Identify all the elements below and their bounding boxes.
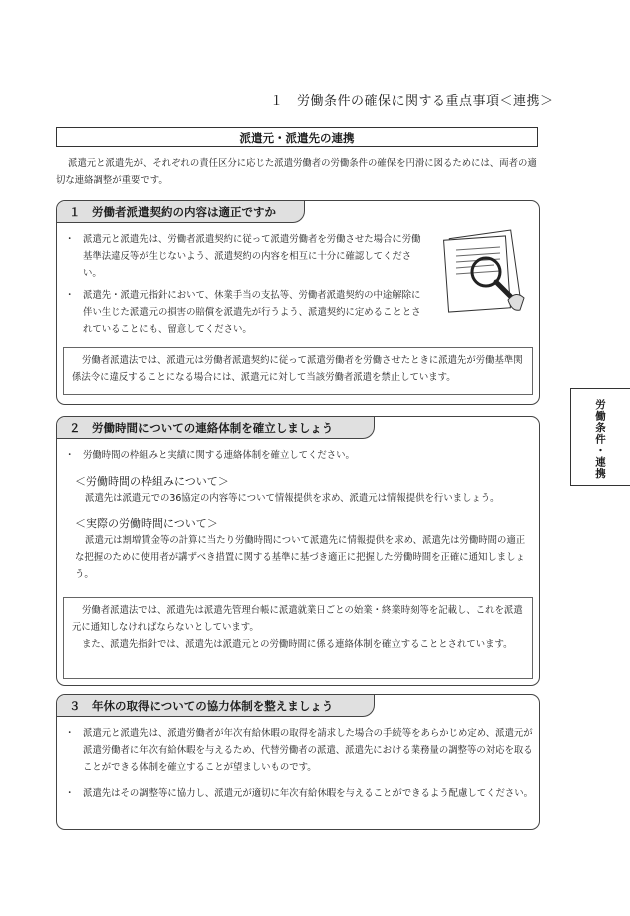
banner-label: 派遣元・派遣先の連携 (239, 131, 355, 145)
section-2-header (57, 417, 375, 439)
bullet-text: 労働時間の枠組みと実績に関する連絡体制を確立してください。 (83, 450, 355, 461)
section-2-heading (69, 420, 333, 436)
note-line: 労働者派遣法では、派遣先は派遣先管理台帳に派遣就業日ごとの始業・終業時刻等を記載し、これを派遣元に通知しなければならないとしています。 (72, 605, 523, 633)
section-banner (56, 127, 538, 147)
bullet-text: 派遣先はその調整等に協力し、派遣元が適切に年次有給休暇を与えることができるよう配慮してください。 (83, 788, 534, 799)
section-3-box (56, 694, 540, 830)
section-3-header (57, 695, 375, 717)
bullet-icon: ・ (65, 728, 75, 739)
list-item (65, 231, 423, 282)
side-tab-label: 労働条件・連携 (594, 399, 606, 480)
section-2-note (63, 597, 533, 679)
section-2-box (56, 416, 540, 686)
section-2-title: 労働時間についての連絡体制を確立しましょう (92, 421, 334, 435)
document-magnifier-icon (424, 228, 534, 318)
section-1-number: １ (69, 205, 81, 219)
section-3-heading (69, 698, 333, 714)
list-item (65, 725, 533, 776)
actual-time-text: 派遣元は割増賃金等の計算に当たり労働時間について派遣先に情報提供を求め、派遣先は労働時間の適正な把握のために使用者が講ずべき措置に関する基準に基づき適正に把握した労働時間を正確に通知しましょう。 (75, 535, 526, 580)
section-2-number: ２ (69, 421, 81, 435)
list-item (65, 447, 533, 464)
intro-paragraph: 派遣元と派遣先が、それぞれの責任区分に応じた派遣労働者の労働条件の確保を円滑に図るためには、両者の適切な連絡調整が重要です。 (56, 158, 537, 186)
section-3-title: 年休の取得についての協力体制を整えましょう (92, 699, 334, 713)
bullet-icon: ・ (65, 788, 75, 799)
time-framework-text: 派遣先は派遣元での36協定の内容等について情報提供を求め、派遣元は情報提供を行いましょう。 (85, 493, 500, 504)
bullet-text: 派遣元と派遣先は、派遣労働者が年次有給休暇の取得を請求した場合の手続等をあらかじめ定め、派遣元が派遣労働者に年次有給休暇を与えるため、代替労働者の派遣、派遣先における業務量の調整等の対応を取ることができる体制を確立することが望ましいものです。 (83, 728, 533, 773)
bullet-text: 派遣元と派遣先は、労働者派遣契約に従って派遣労働者を労働させた場合に労働基準法違反等が生じないよう、派遣契約の内容を相互に十分に確認してください。 (83, 234, 421, 279)
page-title: １ 労働条件の確保に関する重点事項＜連携＞ (270, 94, 554, 109)
section-1-title: 労働者派遣契約の内容は適正ですか (92, 205, 276, 219)
section-3-number: ３ (69, 699, 81, 713)
section-1-header (57, 201, 305, 223)
section-1-heading (69, 204, 276, 220)
list-item (65, 785, 533, 802)
bullet-icon: ・ (65, 234, 75, 245)
section-1-note: 労働者派遣法では、派遣元は労働者派遣契約に従って派遣労働者を労働させたときに派遣先が労働基準関係法令に違反することになる場合には、派遣元に対して当該労働者派遣を禁止しています。 (63, 347, 533, 395)
list-item (65, 287, 423, 338)
bullet-icon: ・ (65, 290, 75, 301)
bullet-text: 派遣先・派遣元指針において、休業手当の支払等、労働者派遣契約の中途解除に伴い生じた派遣元の損害の賠償を派遣先が行うよう、派遣契約に定めることとされていることにも、留意してください。 (83, 290, 421, 335)
bullet-icon: ・ (65, 450, 75, 461)
subheading-time-framework: ＜労働時間の枠組みについて＞ (75, 475, 229, 488)
side-tab (570, 388, 630, 486)
subheading-actual-time: ＜実際の労働時間について＞ (75, 517, 218, 530)
note-line: また、派遣先指針では、派遣先は派遣元との労働時間に係る連絡体制を確立することとされています。 (82, 639, 513, 650)
